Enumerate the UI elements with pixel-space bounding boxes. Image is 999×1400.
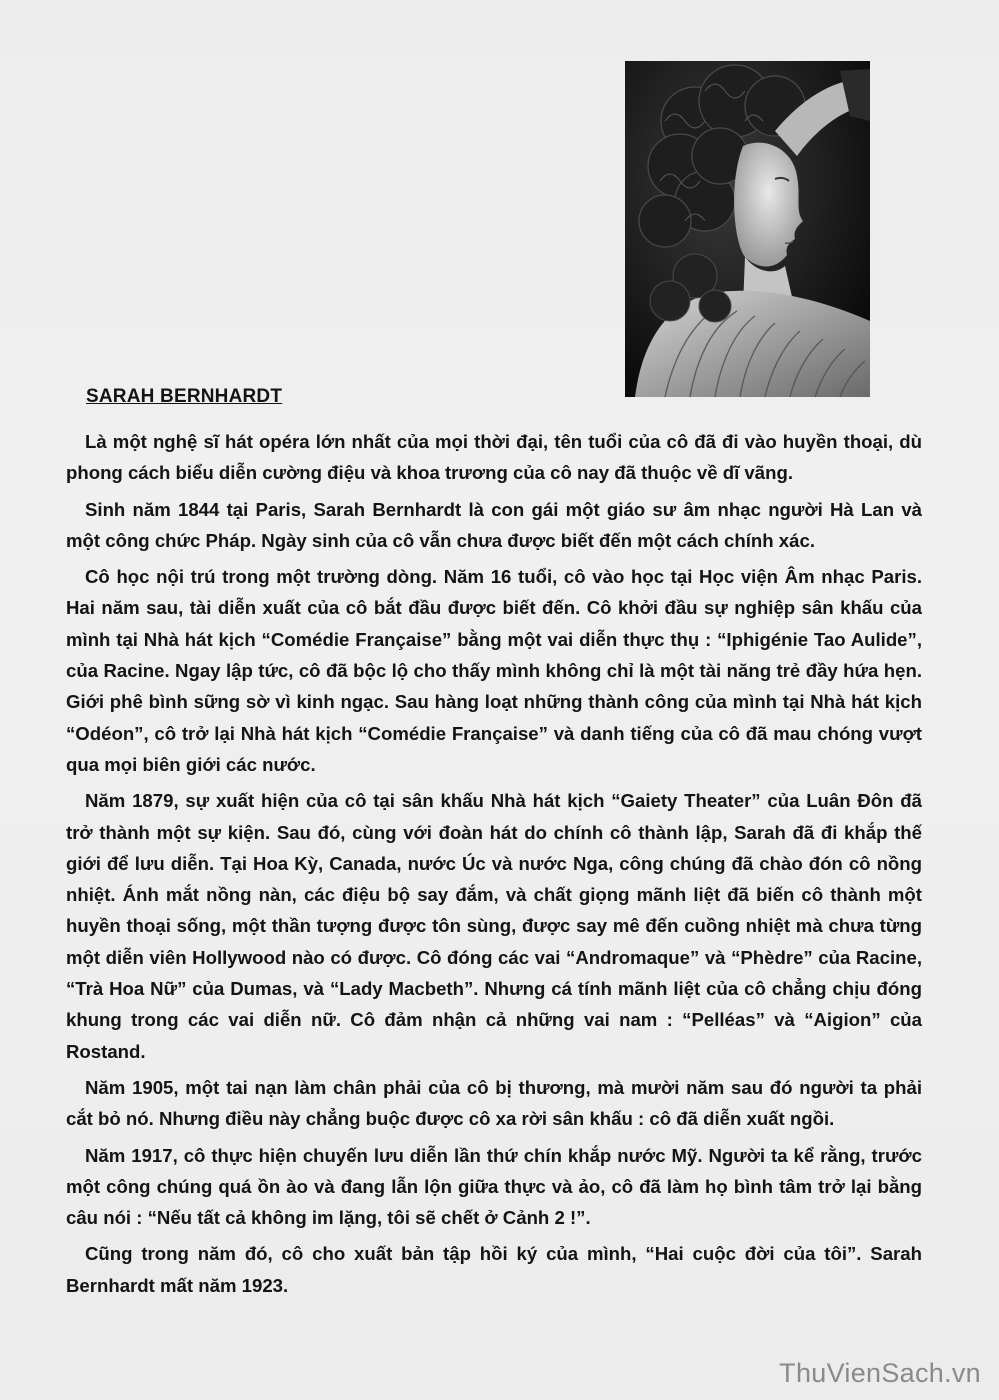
paragraph-memoir: Cũng trong năm đó, cô cho xuất bản tập hồi ký của mình, “Hai cuộc đời của tôi”. Sarah Bernhardt mất năm 1923.	[66, 1243, 922, 1296]
portrait-photo	[625, 61, 870, 397]
paragraph-us-tour: Năm 1917, cô thực hiện chuyến lưu diễn lần thứ chín khắp nước Mỹ. Người ta kể rằng, trước một công chúng quá ồn ào và đang lẫn lộn giữa thực và ảo, cô đã làm họ bình tâm trở lại bằng câu nói : “Nếu tất cả không im lặng, tôi sẽ chết ở Cảnh 2 !”.	[66, 1144, 922, 1229]
article-body	[66, 426, 922, 1306]
paragraph-birth: Sinh năm 1844 tại Paris, Sarah Bernhardt là con gái một giáo sư âm nhạc người Hà Lan và một công chức Pháp. Ngày sinh của cô vẫn chưa được biết đến một cách chính xác.	[66, 498, 922, 551]
paragraph-education: Cô học nội trú trong một trường dòng. Năm 16 tuổi, cô vào học tại Học viện Âm nhạc Paris. Hai năm sau, tài diễn xuất của cô bắt đầu được biết đến. Cô khởi đầu sự nghiệp sân khấu của mình tại Nhà hát kịch “Comédie Française” bằng một vai diễn thực thụ : “Iphigénie Tao Aulide”, của Racine. Ngay lập tức, cô đã bộc lộ cho thấy mình không chỉ là một tài năng trẻ đầy hứa hẹn. Giới phê bình sững sờ vì kinh ngạc. Sau hàng loạt những thành công của mình tại Nhà hát kịch “Odéon”, cô trở lại Nhà hát kịch “Comédie Française” và danh tiếng của cô đã mau chóng vượt qua mọi biên giới các nước.	[66, 566, 922, 775]
article-title: SARAH BERNHARDT	[86, 386, 283, 407]
portrait-illustration	[625, 61, 870, 397]
paragraph-intro: Là một nghệ sĩ hát opéra lớn nhất của mọi thời đại, tên tuổi của cô đã đi vào huyền thoại, dù phong cách biểu diễn cường điệu và khoa trương của cô nay đã thuộc về dĩ vãng.	[66, 431, 922, 484]
paragraph-accident: Năm 1905, một tai nạn làm chân phải của cô bị thương, mà mười năm sau đó người ta phải cắt bỏ nó. Nhưng điều này chẳng buộc được cô xa rời sân khấu : cô đã diễn xuất ngồi.	[66, 1076, 922, 1130]
paragraph-tours: Năm 1879, sự xuất hiện của cô tại sân khấu Nhà hát kịch “Gaiety Theater” của Luân Đôn đã trở thành một sự kiện. Sau đó, cùng với đoàn hát do chính cô thành lập, Sarah đã đi khắp thế giới để lưu diễn. Tại Hoa Kỳ, Canada, nước Úc và nước Nga, công chúng đã chào đón cô nồng nhiệt. Ánh mắt nồng nàn, các điệu bộ say đắm, và chất giọng mãnh liệt đã biến cô thành một huyền thoại sống, một thần tượng được tôn sùng, được say mê đến cuồng nhiệt mà chưa từng một diễn viên Hollywood nào có được. Cô đóng các vai “Andromaque” và “Phèdre” của Racine, “Trà Hoa Nữ” của Dumas, và “Lady Macbeth”. Nhưng cá tính mãnh liệt của cô chẳng chịu đóng khung trong các vai diễn nữ. Cô đảm nhận cả những vai nam : “Pelléas” và “Aigion” của Rostand.	[66, 790, 922, 1062]
site-watermark: ThuVienSach.vn	[779, 1358, 981, 1388]
